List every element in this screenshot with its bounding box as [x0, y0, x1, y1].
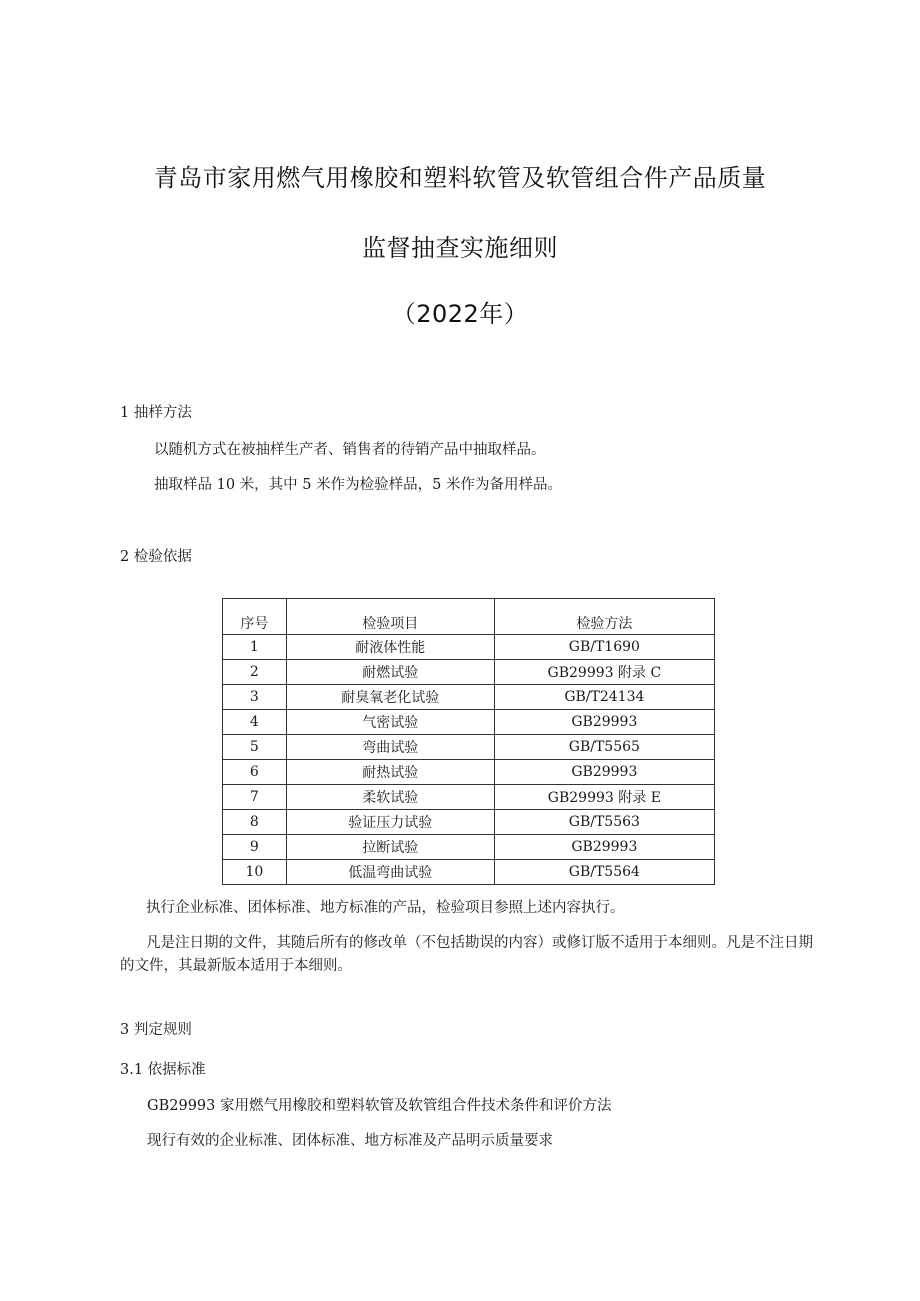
table-header-row [223, 599, 715, 635]
cell-method: GB/T5565 [494, 735, 714, 760]
title-line-1: 青岛市家用燃气用橡胶和塑料软管及软管组合件产品质量 [153, 164, 767, 192]
column-header-index: 序号 [223, 599, 287, 635]
cell-item: 验证压力试验 [286, 810, 494, 835]
cell-index: 6 [223, 760, 287, 785]
cell-item: 耐臭氧老化试验 [286, 685, 494, 710]
cell-item: 低温弯曲试验 [286, 860, 494, 885]
cell-index: 1 [223, 635, 287, 660]
section-heading-basis: 2 检验依据 [120, 549, 192, 565]
cell-item: 弯曲试验 [286, 735, 494, 760]
table-row [223, 660, 715, 685]
cell-method: GB/T1690 [494, 635, 714, 660]
cell-index: 9 [223, 835, 287, 860]
cell-item: 气密试验 [286, 710, 494, 735]
cell-method: GB29993 [494, 710, 714, 735]
cell-index: 10 [223, 860, 287, 885]
cell-item: 柔软试验 [286, 785, 494, 810]
cell-item: 耐热试验 [286, 760, 494, 785]
column-header-item: 检验项目 [286, 599, 494, 635]
cell-method: GB29993 附录 C [494, 660, 714, 685]
table-row [223, 710, 715, 735]
table-row [223, 835, 715, 860]
section-heading-judgement: 3 判定规则 [120, 1022, 192, 1038]
title-year: （2022年） [391, 300, 529, 328]
cell-index: 4 [223, 710, 287, 735]
cell-index: 5 [223, 735, 287, 760]
cell-item: 耐液体性能 [286, 635, 494, 660]
judgement-paragraph-2: 现行有效的企业标准、团体标准、地方标准及产品明示质量要求 [147, 1133, 553, 1149]
column-header-method: 检验方法 [494, 599, 714, 635]
table-row [223, 860, 715, 885]
cell-method: GB29993 [494, 760, 714, 785]
section-heading-sampling: 1 抽样方法 [120, 405, 192, 421]
cell-index: 3 [223, 685, 287, 710]
cell-method: GB/T5564 [494, 860, 714, 885]
table-row [223, 635, 715, 660]
basis-note-1: 执行企业标准、团体标准、地方标准的产品，检验项目参照上述内容执行。 [146, 900, 625, 916]
cell-index: 7 [223, 785, 287, 810]
table-row [223, 810, 715, 835]
table-row [223, 785, 715, 810]
table-row [223, 760, 715, 785]
title-line-2: 监督抽查实施细则 [362, 234, 558, 262]
cell-item: 耐燃试验 [286, 660, 494, 685]
sampling-paragraph-2: 抽取样品 10 米，其中 5 米作为检验样品，5 米作为备用样品。 [154, 477, 562, 493]
subsection-heading-basis-standard: 3.1 依据标准 [120, 1062, 206, 1078]
basis-note-2: 凡是注日期的文件，其随后所有的修改单（不包括勘误的内容）或修订版不适用于本细则。凡是不注日期的文件，其最新版本适用于本细则。 [120, 935, 813, 974]
table-row [223, 685, 715, 710]
cell-index: 2 [223, 660, 287, 685]
inspection-table [222, 598, 715, 885]
cell-index: 8 [223, 810, 287, 835]
table-row [223, 735, 715, 760]
cell-item: 拉断试验 [286, 835, 494, 860]
cell-method: GB29993 附录 E [494, 785, 714, 810]
cell-method: GB/T24134 [494, 685, 714, 710]
sampling-paragraph-1: 以随机方式在被抽样生产者、销售者的待销产品中抽取样品。 [154, 442, 546, 458]
judgement-paragraph-1: GB29993 家用燃气用橡胶和塑料软管及软管组合件技术条件和评价方法 [147, 1098, 612, 1114]
cell-method: GB29993 [494, 835, 714, 860]
cell-method: GB/T5563 [494, 810, 714, 835]
